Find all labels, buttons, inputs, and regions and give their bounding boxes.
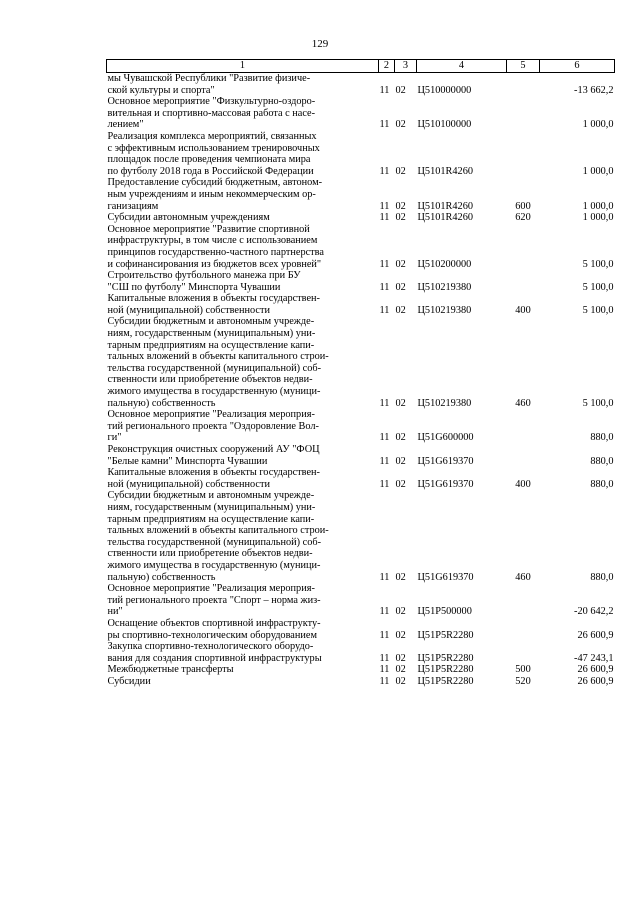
- row-subsection: 02: [395, 675, 406, 687]
- row-name: [107, 316, 379, 409]
- row-amount: 5 100,0: [582, 258, 614, 270]
- table-header: [107, 60, 615, 73]
- row-amount: 5 100,0: [582, 281, 614, 293]
- row-name-line: Оснащение объектов спортивной инфраструкту-: [107, 617, 321, 629]
- row-amount: 880,0: [590, 478, 614, 490]
- row-section: 11: [379, 258, 390, 270]
- row-name-line: тальных вложений в объекты капитального строи-: [107, 351, 329, 363]
- row-name-line: вительная и спортивно-массовая работа с насе-: [107, 107, 316, 119]
- row-name-line: ным учреждениям и иным некоммерческим ор-: [107, 188, 316, 200]
- row-target-code: Ц51G619370: [417, 571, 474, 583]
- table-row: [107, 583, 615, 618]
- row-name-line: тельства государственной (муниципальной) соб-: [107, 536, 322, 548]
- table-row: [107, 409, 615, 444]
- row-target-code: Ц5101R4260: [417, 212, 473, 224]
- row-expense-type: 460: [515, 397, 531, 409]
- row-name: [107, 490, 379, 583]
- row-name-line: жимого имущества в государственную (муници-: [107, 559, 321, 571]
- row-name-line: "Белые камни" Минспорта Чувашии: [107, 455, 268, 467]
- row-name-line: ной (муниципальной) собственности: [107, 478, 270, 490]
- row-amount: 880,0: [590, 455, 614, 467]
- row-subsection: 02: [395, 119, 406, 131]
- row-target-code: Ц510219380: [417, 304, 472, 316]
- row-amount: 26 600,9: [577, 664, 614, 676]
- row-section: 11: [379, 165, 390, 177]
- row-section: 11: [379, 119, 390, 131]
- row-name-line: ниям, государственным (муниципальным) уни-: [107, 328, 316, 340]
- row-section: 11: [379, 675, 390, 687]
- header-col-1: 1: [107, 60, 379, 73]
- row-amount: 5 100,0: [582, 304, 614, 316]
- table-row: [107, 96, 615, 131]
- row-name: [107, 224, 379, 270]
- row-name: [107, 270, 379, 293]
- row-name-line: пальную) собственность: [107, 397, 216, 409]
- table-row: [107, 131, 615, 177]
- row-name-line: принципов государственно-частного партнерства: [107, 246, 324, 258]
- row-expense-type: [507, 131, 540, 177]
- row-name-line: Основное мероприятие "Развитие спортивной: [107, 223, 310, 235]
- row-amount: -20 642,2: [574, 606, 614, 618]
- row-name-line: тарным предприятиям на осуществление капи-: [107, 339, 315, 351]
- row-subsection: 02: [395, 304, 406, 316]
- row-name-line: тарным предприятиям на осуществление капи-: [107, 513, 315, 525]
- header-row: [107, 60, 615, 73]
- row-amount: 880,0: [590, 432, 614, 444]
- row-name: [107, 177, 379, 212]
- row-name-line: вания для создания спортивной инфраструктуры: [107, 652, 322, 664]
- row-name-line: Предоставление субсидий бюджетным, автоном-: [107, 177, 323, 189]
- row-expense-type: [507, 73, 540, 97]
- row-expense-type: [507, 270, 540, 293]
- row-name-line: ни": [107, 606, 123, 618]
- row-target-code: Ц51P5R2280: [417, 629, 474, 641]
- row-expense-type: [507, 641, 540, 664]
- table-row: [107, 664, 615, 676]
- table-row: [107, 73, 615, 97]
- row-name-line: с эффективным использованием тренировочных: [107, 142, 320, 154]
- table-row: [107, 676, 615, 688]
- row-name-line: Строительство футбольного манежа при БУ: [107, 270, 301, 282]
- row-amount: 26 600,9: [577, 675, 614, 687]
- header-col-6: 6: [540, 60, 615, 73]
- table-row: [107, 293, 615, 316]
- row-name: [107, 212, 379, 224]
- row-name: [107, 73, 379, 97]
- row-section: 11: [379, 304, 390, 316]
- row-target-code: Ц510219380: [417, 281, 472, 293]
- row-subsection: 02: [395, 281, 406, 293]
- row-name-line: Реконструкция очистных сооружений АУ "ФОЦ: [107, 444, 320, 455]
- row-section: 11: [379, 84, 390, 96]
- row-expense-type: 400: [515, 304, 531, 316]
- row-name-line: ной (муниципальной) собственности: [107, 304, 270, 316]
- row-expense-type: [507, 444, 540, 467]
- row-expense-type: 600: [515, 200, 531, 212]
- row-name-line: Реализация комплекса мероприятий, связанных: [107, 130, 317, 142]
- row-name-line: тий регионального проекта "Спорт – норма жиз-: [107, 594, 321, 606]
- row-name-line: лением": [107, 119, 144, 131]
- row-target-code: Ц510000000: [417, 84, 472, 96]
- table-row: [107, 316, 615, 409]
- row-name-line: "СШ по футболу" Минспорта Чувашии: [107, 281, 281, 293]
- row-expense-type: 400: [515, 478, 531, 490]
- row-expense-type: [507, 96, 540, 131]
- row-name-line: ги": [107, 432, 122, 444]
- row-target-code: Ц510100000: [417, 119, 472, 131]
- row-name-line: ственности или приобретение объектов недви-: [107, 548, 313, 560]
- row-name: [107, 664, 379, 676]
- row-name-line: Основное мероприятие "Реализация мероприя-: [107, 583, 315, 595]
- row-name-line: тальных вложений в объекты капитального строи-: [107, 525, 329, 537]
- row-amount: -47 243,1: [574, 652, 614, 664]
- row-subsection: 02: [395, 652, 406, 664]
- row-name: [107, 131, 379, 177]
- row-target-code: Ц510219380: [417, 397, 472, 409]
- table-row: [107, 641, 615, 664]
- row-subsection: 02: [395, 258, 406, 270]
- row-amount: 5 100,0: [582, 397, 614, 409]
- row-name-line: площадок после проведения чемпионата мира: [107, 154, 311, 166]
- row-amount: 1 000,0: [582, 119, 614, 131]
- row-name-line: Субсидии автономным учреждениям: [107, 212, 270, 224]
- row-amount: -13 662,2: [574, 84, 614, 96]
- row-section: 11: [379, 212, 390, 224]
- row-target-code: Ц510200000: [417, 258, 472, 270]
- row-name: [107, 293, 379, 316]
- row-name-line: по футболу 2018 года в Российской Федерации: [107, 165, 314, 177]
- row-section: 11: [379, 455, 390, 467]
- row-section: 11: [379, 432, 390, 444]
- page-number: 129: [311, 38, 329, 50]
- row-name-line: мы Чувашской Республики "Развитие физиче-: [107, 73, 311, 84]
- row-name-line: ганизациям: [107, 200, 159, 212]
- row-subsection: 02: [395, 571, 406, 583]
- row-section: 11: [379, 281, 390, 293]
- row-subsection: 02: [395, 664, 406, 676]
- row-name: [107, 618, 379, 641]
- header-col-5: 5: [507, 60, 540, 73]
- row-amount: 26 600,9: [577, 629, 614, 641]
- row-subsection: 02: [395, 84, 406, 96]
- row-name: [107, 676, 379, 688]
- row-subsection: 02: [395, 212, 406, 224]
- budget-table: [106, 59, 615, 687]
- row-target-code: Ц51G619370: [417, 455, 474, 467]
- row-name-line: Закупка спортивно-технологического оборудо-: [107, 641, 314, 653]
- row-amount: 1 000,0: [582, 200, 614, 212]
- row-target-code: Ц5101R4260: [417, 200, 473, 212]
- row-name-line: Капитальные вложения в объекты государствен-: [107, 293, 320, 305]
- row-name: [107, 467, 379, 490]
- row-target-code: Ц51P5R2280: [417, 652, 474, 664]
- row-name-line: Капитальные вложения в объекты государствен-: [107, 467, 320, 479]
- row-name: [107, 409, 379, 444]
- header-col-4: 4: [417, 60, 507, 73]
- table-row: [107, 490, 615, 583]
- row-target-code: Ц51P5R2280: [417, 664, 474, 676]
- row-subsection: 02: [395, 200, 406, 212]
- row-subsection: 02: [395, 629, 406, 641]
- row-name-line: ры спортивно-технологическим оборудованием: [107, 629, 317, 641]
- row-expense-type: [507, 583, 540, 618]
- row-section: 11: [379, 606, 390, 618]
- table-row: [107, 618, 615, 641]
- row-name-line: тельства государственной (муниципальной) соб-: [107, 362, 322, 374]
- row-subsection: 02: [395, 397, 406, 409]
- row-expense-type: 620: [515, 212, 531, 224]
- row-name-line: Межбюджетные трансферты: [107, 664, 234, 676]
- row-target-code: Ц5101R4260: [417, 165, 473, 177]
- row-amount: 1 000,0: [582, 212, 614, 224]
- row-target-code: Ц51G619370: [417, 478, 474, 490]
- row-expense-type: [507, 618, 540, 641]
- table-body: [107, 73, 615, 688]
- row-target-code: Ц51P5R2280: [417, 675, 474, 687]
- row-name-line: ственности или приобретение объектов недви-: [107, 374, 313, 386]
- row-name: [107, 583, 379, 618]
- row-section: 11: [379, 652, 390, 664]
- table-row: [107, 467, 615, 490]
- row-expense-type: [507, 409, 540, 444]
- table-row: [107, 224, 615, 270]
- row-expense-type: 460: [515, 571, 531, 583]
- row-section: 11: [379, 664, 390, 676]
- row-name-line: тий регионального проекта "Оздоровление Вол-: [107, 420, 319, 432]
- row-subsection: 02: [395, 165, 406, 177]
- row-name-line: Субсидии бюджетным и автономным учрежде-: [107, 316, 315, 328]
- row-name-line: ской культуры и спорта": [107, 84, 215, 96]
- row-target-code: Ц51G600000: [417, 432, 474, 444]
- row-name-line: жимого имущества в государственную (муници-: [107, 386, 321, 398]
- row-subsection: 02: [395, 606, 406, 618]
- header-col-3: 3: [395, 60, 417, 73]
- row-section: 11: [379, 629, 390, 641]
- row-name-line: ниям, государственным (муниципальным) уни-: [107, 501, 316, 513]
- row-name-line: Основное мероприятие "Физкультурно-оздоро-: [107, 96, 316, 108]
- row-section: 11: [379, 200, 390, 212]
- table-row: [107, 270, 615, 293]
- row-subsection: 02: [395, 432, 406, 444]
- row-name-line: Субсидии бюджетным и автономным учрежде-: [107, 490, 315, 502]
- row-amount: 1 000,0: [582, 165, 614, 177]
- row-name-line: Основное мероприятие "Реализация мероприя-: [107, 409, 315, 421]
- row-name: [107, 444, 379, 467]
- header-col-2: 2: [379, 60, 395, 73]
- row-expense-type: [507, 224, 540, 270]
- row-name-line: и софинансирования из бюджетов всех уровней": [107, 258, 322, 270]
- row-target-code: Ц51P500000: [417, 606, 472, 618]
- row-name-line: инфраструктуры, в том числе с использованием: [107, 235, 318, 247]
- table-row: [107, 444, 615, 467]
- row-name: [107, 641, 379, 664]
- row-expense-type: 520: [515, 675, 531, 687]
- row-name-line: пальную) собственность: [107, 571, 216, 583]
- table-row: [107, 212, 615, 224]
- row-amount: 880,0: [590, 571, 614, 583]
- row-subsection: 02: [395, 455, 406, 467]
- row-expense-type: 500: [515, 664, 531, 676]
- row-subsection: 02: [395, 478, 406, 490]
- row-section: 11: [379, 397, 390, 409]
- table-row: [107, 177, 615, 212]
- row-name-line: Субсидии: [107, 675, 151, 687]
- row-section: 11: [379, 478, 390, 490]
- row-section: 11: [379, 571, 390, 583]
- row-name: [107, 96, 379, 131]
